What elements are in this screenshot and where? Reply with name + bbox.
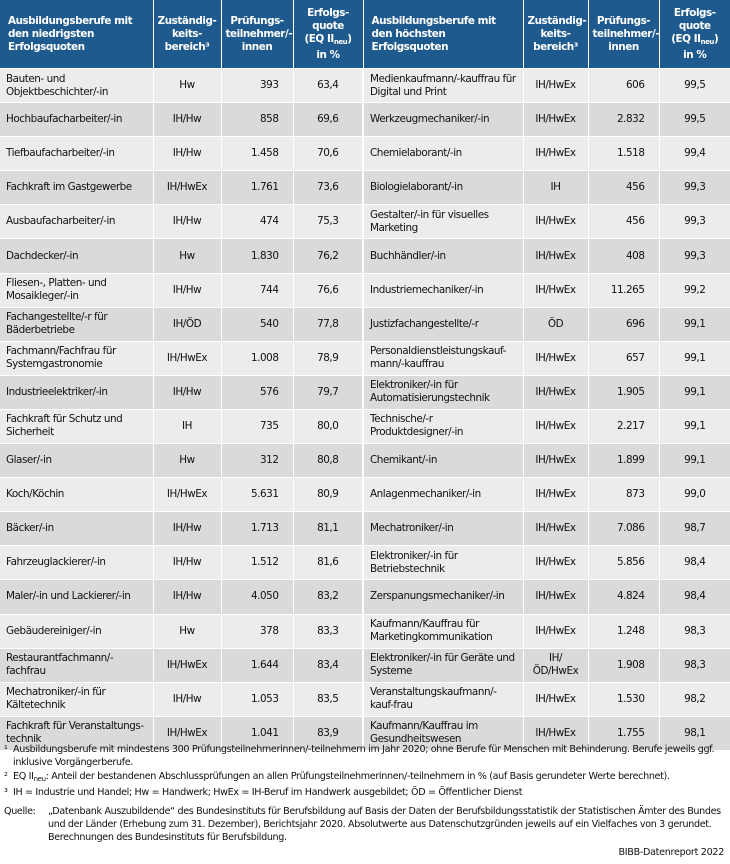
high-occupation-name: Justizfachangestellte/-r: [363, 307, 523, 341]
low-responsibility: IH/HwEx: [153, 478, 221, 512]
low-occupation-name: Maler/-in und Lackierer/-in: [0, 580, 153, 614]
high-occupation-name: Industriemechaniker/-in: [363, 273, 523, 307]
header-highest-occupations: Ausbildungsberufe mit den höchsten Erfolgsquoten: [363, 0, 523, 69]
high-responsibility: IH/HwEx: [523, 614, 588, 648]
low-quota: 76,6: [293, 273, 363, 307]
footnote-2-sub: neu: [33, 774, 46, 783]
high-occupation-name: Biologielaborant/-in: [363, 171, 523, 205]
table-row: [0, 444, 730, 478]
low-quota: 70,6: [293, 137, 363, 171]
low-responsibility: IH/Hw: [153, 273, 221, 307]
high-occupation-name: Anlagenmechaniker/-in: [363, 478, 523, 512]
header-responsibility-text: Zuständig-keits-bereich³: [157, 14, 217, 53]
header-quota-eq: (EQ II: [671, 32, 701, 45]
high-responsibility: IH/HwEx: [523, 103, 588, 137]
low-quota: 63,4: [293, 69, 363, 103]
high-occupation-name: Zerspanungsmechaniker/-in: [363, 580, 523, 614]
table-row: [0, 614, 730, 648]
low-participants: 1.761: [221, 171, 293, 205]
low-occupation-name: Koch/Köchin: [0, 478, 153, 512]
low-responsibility: IH/Hw: [153, 546, 221, 580]
high-quota: 99,0: [659, 478, 730, 512]
low-participants: 735: [221, 409, 293, 443]
high-quota: 98,2: [659, 682, 730, 716]
high-quota: 99,4: [659, 137, 730, 171]
high-occupation-name: Kaufmann/Kauffrau für Marketingkommunikation: [363, 614, 523, 648]
header-responsibility-left: [153, 0, 221, 69]
footnote-3: [4, 786, 726, 799]
high-responsibility: IH/HwEx: [523, 580, 588, 614]
low-responsibility: IH/Hw: [153, 580, 221, 614]
low-participants: 5.631: [221, 478, 293, 512]
low-responsibility: IH/HwEx: [153, 171, 221, 205]
high-occupation-name: Gestalter/-in für visuelles Marketing: [363, 205, 523, 239]
high-quota: 99,5: [659, 103, 730, 137]
footnote-2-text: : Anteil der bestandenen Abschlussprüfungen an allen Prüfungsteilnehmerinnen/-teilnehmern in % (auf Basis gerundeter Werte berechnet).: [45, 770, 670, 782]
table-row: [0, 682, 730, 716]
header-participants-right: [588, 0, 659, 69]
header-participants-text: Prüfungs-teilnehmer/-innen: [592, 14, 660, 53]
low-occupation-name: Fachkraft für Schutz und Sicherheit: [0, 409, 153, 443]
low-occupation-name: Hochbaufacharbeiter/-in: [0, 103, 153, 137]
low-occupation-name: Fahrzeuglackierer/-in: [0, 546, 153, 580]
footnote-1: [4, 743, 726, 770]
high-responsibility: IH/HwEx: [523, 341, 588, 375]
low-quota: 69,6: [293, 103, 363, 137]
header-quota-eq: (EQ II: [304, 32, 334, 45]
header-quota-right: [659, 0, 730, 69]
low-quota: 80,0: [293, 409, 363, 443]
low-occupation-name: Fachkraft im Gastgewerbe: [0, 171, 153, 205]
low-quota: 83,5: [293, 682, 363, 716]
header-quota-sub: neu: [700, 37, 714, 46]
high-occupation-name: Personaldienstleistungskauf-mann/-kauffrau: [363, 341, 523, 375]
high-responsibility: IH/HwEx: [523, 69, 588, 103]
high-participants: 657: [588, 341, 659, 375]
low-occupation-name: Industrieelektriker/-in: [0, 375, 153, 409]
low-participants: 393: [221, 69, 293, 103]
high-participants: 5.856: [588, 546, 659, 580]
low-participants: 1.458: [221, 137, 293, 171]
low-participants: 378: [221, 614, 293, 648]
high-occupation-name: Medienkaufmann/-kauffrau für Digital und Print: [363, 69, 523, 103]
low-occupation-name: Fachkraft für Veranstaltungs-technik: [0, 716, 153, 750]
table-row: [0, 69, 730, 103]
header-participants-left: [221, 0, 293, 69]
high-quota: 98,3: [659, 614, 730, 648]
low-participants: 312: [221, 444, 293, 478]
footnote-2-mark: ²: [4, 770, 8, 782]
low-responsibility: IH/Hw: [153, 205, 221, 239]
low-participants: 4.050: [221, 580, 293, 614]
low-occupation-name: Glaser/-in: [0, 444, 153, 478]
low-responsibility: Hw: [153, 239, 221, 273]
high-participants: 456: [588, 171, 659, 205]
high-participants: 1.905: [588, 375, 659, 409]
high-participants: 7.086: [588, 512, 659, 546]
high-responsibility: IH/HwEx: [523, 375, 588, 409]
high-responsibility: IH/ÖD/HwEx: [523, 648, 588, 682]
low-quota: 80,8: [293, 444, 363, 478]
high-quota: 99,1: [659, 444, 730, 478]
high-quota: 98,3: [659, 648, 730, 682]
high-responsibility: ÖD: [523, 307, 588, 341]
low-participants: 1.713: [221, 512, 293, 546]
low-participants: 1.041: [221, 716, 293, 750]
high-responsibility: IH/HwEx: [523, 205, 588, 239]
low-occupation-name: Mechatroniker/-in für Kältetechnik: [0, 682, 153, 716]
high-occupation-name: Elektroniker/-in für Betriebstechnik: [363, 546, 523, 580]
high-occupation-name: Chemikant/-in: [363, 444, 523, 478]
table-row: [0, 512, 730, 546]
table-row: [0, 409, 730, 443]
low-participants: 1.512: [221, 546, 293, 580]
header-quota-main: Erfolgs-quote: [307, 6, 349, 32]
high-participants: 11.265: [588, 273, 659, 307]
table-row: [0, 648, 730, 682]
table-row: [0, 205, 730, 239]
header-responsibility-text: Zuständig-keits-bereich³: [527, 14, 587, 53]
low-responsibility: IH/HwEx: [153, 716, 221, 750]
low-responsibility: IH: [153, 409, 221, 443]
header-participants-text: Prüfungs-teilnehmer/-innen: [225, 14, 293, 53]
low-quota: 81,6: [293, 546, 363, 580]
footnote-2: [4, 770, 726, 786]
low-responsibility: IH/Hw: [153, 512, 221, 546]
high-occupation-name: Buchhändler/-in: [363, 239, 523, 273]
high-responsibility: IH/HwEx: [523, 137, 588, 171]
low-responsibility: IH/Hw: [153, 137, 221, 171]
high-responsibility: IH/HwEx: [523, 478, 588, 512]
low-occupation-name: Tiefbaufacharbeiter/-in: [0, 137, 153, 171]
high-occupation-name: Veranstaltungskaufmann/-kauf-frau: [363, 682, 523, 716]
low-quota: 83,2: [293, 580, 363, 614]
high-occupation-name: Chemielaborant/-in: [363, 137, 523, 171]
table-body: [0, 69, 730, 750]
low-quota: 83,9: [293, 716, 363, 750]
high-participants: 4.824: [588, 580, 659, 614]
high-responsibility: IH/HwEx: [523, 682, 588, 716]
high-quota: 99,1: [659, 307, 730, 341]
low-participants: 744: [221, 273, 293, 307]
low-occupation-name: Bäcker/-in: [0, 512, 153, 546]
low-responsibility: Hw: [153, 614, 221, 648]
high-quota: 99,1: [659, 341, 730, 375]
high-participants: 696: [588, 307, 659, 341]
header-lowest-occupations: Ausbildungsberufe mit den niedrigsten Erfolgsquoten: [0, 0, 153, 69]
low-occupation-name: Fachmann/Fachfrau für Systemgastronomie: [0, 341, 153, 375]
low-quota: 78,9: [293, 341, 363, 375]
footnote-2-eq: EQ II: [13, 770, 34, 782]
low-occupation-name: Gebäudereiniger/-in: [0, 614, 153, 648]
low-occupation-name: Ausbaufacharbeiter/-in: [0, 205, 153, 239]
high-occupation-name: Mechatroniker/-in: [363, 512, 523, 546]
high-quota: 99,3: [659, 171, 730, 205]
high-occupation-name: Kaufmann/Kauffrau im Gesundheitswesen: [363, 716, 523, 750]
table-row: [0, 273, 730, 307]
source-label: Quelle:: [4, 805, 36, 817]
high-participants: 1.755: [588, 716, 659, 750]
high-occupation-name: Elektroniker/-in für Automatisierungstechnik: [363, 375, 523, 409]
low-occupation-name: Bauten- und Objektbeschichter/-in: [0, 69, 153, 103]
high-quota: 99,3: [659, 205, 730, 239]
high-participants: 1.908: [588, 648, 659, 682]
low-participants: 576: [221, 375, 293, 409]
header-quota-sub: neu: [333, 37, 348, 46]
high-responsibility: IH/HwEx: [523, 546, 588, 580]
high-quota: 98,7: [659, 512, 730, 546]
header-quota-close: ): [347, 32, 352, 45]
low-responsibility: IH/HwEx: [153, 341, 221, 375]
report-credit: BIBB-Datenreport 2022: [618, 847, 724, 858]
high-quota: 99,1: [659, 375, 730, 409]
header-quota-main: Erfolgs-quote: [673, 6, 716, 32]
low-occupation-name: Restaurantfachmann/-fachfrau: [0, 648, 153, 682]
low-responsibility: IH/Hw: [153, 103, 221, 137]
low-responsibility: Hw: [153, 69, 221, 103]
high-participants: 1.530: [588, 682, 659, 716]
table-header: [0, 0, 730, 69]
high-responsibility: IH/HwEx: [523, 512, 588, 546]
high-occupation-name: Werkzeugmechaniker/-in: [363, 103, 523, 137]
header-quota-close: ): [713, 32, 719, 45]
table-row: [0, 103, 730, 137]
low-quota: 73,6: [293, 171, 363, 205]
high-participants: 456: [588, 205, 659, 239]
high-quota: 99,5: [659, 69, 730, 103]
high-responsibility: IH/HwEx: [523, 273, 588, 307]
low-participants: 1.644: [221, 648, 293, 682]
low-quota: 75,3: [293, 205, 363, 239]
low-participants: 1.830: [221, 239, 293, 273]
low-responsibility: Hw: [153, 444, 221, 478]
high-responsibility: IH/HwEx: [523, 444, 588, 478]
high-participants: 1.518: [588, 137, 659, 171]
table-row: [0, 307, 730, 341]
table-row: [0, 478, 730, 512]
high-quota: 99,2: [659, 273, 730, 307]
low-quota: 83,3: [293, 614, 363, 648]
high-participants: 2.217: [588, 409, 659, 443]
low-responsibility: IH/ÖD: [153, 307, 221, 341]
table-row: [0, 375, 730, 409]
footnote-1-mark: ¹: [4, 744, 8, 755]
low-quota: 77,8: [293, 307, 363, 341]
low-occupation-name: Fliesen-, Platten- und Mosaikleger/-in: [0, 273, 153, 307]
low-responsibility: IH/Hw: [153, 375, 221, 409]
footnote-3-text: IH = Industrie und Handel; Hw = Handwerk; HwEx = IH-Beruf im Handwerk ausgebildet; ÖD = Öffentlicher Dienst: [13, 787, 523, 799]
high-quota: 99,1: [659, 409, 730, 443]
header-quota-unit: in %: [683, 48, 707, 61]
high-participants: 606: [588, 69, 659, 103]
low-responsibility: IH/HwEx: [153, 648, 221, 682]
table-row: [0, 171, 730, 205]
table-row: [0, 137, 730, 171]
low-quota: 79,7: [293, 375, 363, 409]
table-row: [0, 546, 730, 580]
table-row: [0, 341, 730, 375]
table-row: [0, 580, 730, 614]
footnote-1-text: Ausbildungsberufe mit mindestens 300 Prüfungsteilnehmerinnen/-teilnehmern im Jahr 2020; ohne Berufe für Menschen mit Behinderung. Berufe jeweils ggf. inklusive Vorgängerberufe.: [13, 744, 715, 769]
high-responsibility: IH: [523, 171, 588, 205]
high-participants: 1.248: [588, 614, 659, 648]
source-text: „Datenbank Auszubildende“ des Bundesinstituts für Berufsbildung auf Basis der Daten der Berufsbildungsstatistik der Statistischen Ämter des Bundes und der Länder (Erhebung zum 31. Dezember), Berichtsjahr 2020. Absolutwerte aus Datenschutzgründen jeweils auf ein Vielfaches von 3 gerundet. Berechnungen des Bundesinstituts für Berufsbildung.: [48, 805, 721, 844]
header-quota-unit: in %: [316, 48, 340, 61]
high-participants: 2.832: [588, 103, 659, 137]
low-participants: 540: [221, 307, 293, 341]
source-note: [4, 805, 726, 845]
low-participants: 474: [221, 205, 293, 239]
header-quota-left: [293, 0, 363, 69]
high-occupation-name: Elektroniker/-in für Geräte und Systeme: [363, 648, 523, 682]
low-occupation-name: Fachangestellte/-r für Bäderbetriebe: [0, 307, 153, 341]
low-quota: 80,9: [293, 478, 363, 512]
high-quota: 98,4: [659, 580, 730, 614]
footnotes: [4, 743, 726, 845]
low-quota: 83,4: [293, 648, 363, 682]
high-participants: 873: [588, 478, 659, 512]
high-participants: 408: [588, 239, 659, 273]
high-quota: 99,3: [659, 239, 730, 273]
header-responsibility-right: [523, 0, 588, 69]
high-quota: 98,1: [659, 716, 730, 750]
high-quota: 98,4: [659, 546, 730, 580]
high-occupation-name: Technische/-r Produktdesigner/-in: [363, 409, 523, 443]
low-quota: 76,2: [293, 239, 363, 273]
low-participants: 1.053: [221, 682, 293, 716]
low-quota: 81,1: [293, 512, 363, 546]
high-responsibility: IH/HwEx: [523, 239, 588, 273]
high-participants: 1.899: [588, 444, 659, 478]
high-responsibility: IH/HwEx: [523, 409, 588, 443]
footnote-3-mark: ³: [4, 787, 8, 799]
low-occupation-name: Dachdecker/-in: [0, 239, 153, 273]
high-responsibility: IH/HwEx: [523, 716, 588, 750]
table-row: [0, 239, 730, 273]
low-participants: 1.008: [221, 341, 293, 375]
low-responsibility: IH/Hw: [153, 682, 221, 716]
low-participants: 858: [221, 103, 293, 137]
